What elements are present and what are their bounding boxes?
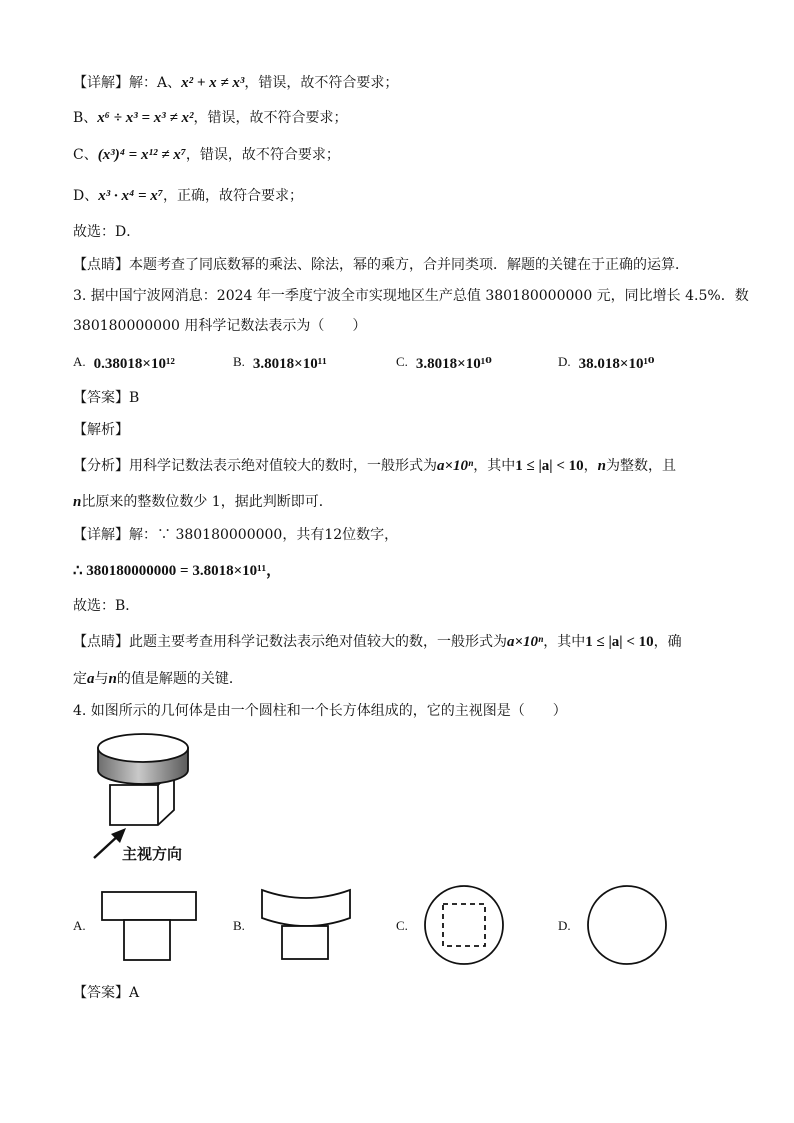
q3-option-a: A. 0.38018×10¹² (73, 354, 175, 372)
q4-option-d-figure (586, 884, 670, 968)
detail-line-c: C、(x³)⁴ = x¹² ≠ x⁷，错误，故不符合要求； (73, 147, 340, 163)
q3-answer: 【答案】B (73, 390, 140, 406)
q3-option-c: C. 3.8018×10¹⁰ (396, 354, 492, 372)
comment-line: 【点睛】本题考查了同底数幂的乘法、除法，幂的乘方，合并同类项．解题的关键在于正确的运算． (73, 257, 689, 273)
q4-option-c-label: C. (396, 918, 408, 933)
choose-line: 故选：D． (73, 224, 141, 240)
detail-line-b: B、x⁶ ÷ x³ = x³ ≠ x²，错误，故不符合要求； (73, 110, 348, 126)
detail-tag: 【详解】 (73, 75, 129, 91)
q4-option-c-figure (423, 884, 507, 968)
q3-fenxi-line1: 【分析】用科学记数法表示绝对值较大的数时，一般形式为a×10ⁿ，其中1 ≤ |a| < 10，n为整数，且 (73, 458, 676, 474)
math-expr: (x³)⁴ = x¹² ≠ x⁷ (97, 147, 186, 163)
q3-dianjing-line1: 【点睛】此题主要考查用科学记数法表示绝对值较大的数，一般形式为a×10ⁿ，其中1 ≤ |a| < 10，确 (73, 634, 682, 650)
q3-fenxi-line2: n比原来的整数位数少 1，据此判断即可． (73, 494, 333, 510)
q4-option-b-label: B. (233, 918, 245, 933)
q3-analysis-tag: 【解析】 (73, 422, 129, 438)
q3-stem-line1: 3. 据中国宁波网消息：2024 年一季度宁波全市实现地区生产总值 380180000000 元，同比增长 4.5%．数 (73, 288, 749, 304)
q4-option-a-figure (100, 890, 200, 962)
q3-detail-line1: 【详解】解：∵ 380180000000，共有12位数字， (73, 527, 399, 543)
q3-detail-line2: ∴ 380180000000 = 3.8018×10¹¹， (73, 563, 282, 579)
q3-stem-line2: 380180000000 用科学记数法表示为（ ） (73, 318, 367, 334)
q4-option-a-label: A. (73, 918, 86, 933)
q4-option-d-label: D. (558, 918, 571, 933)
math-expr: x³ · x⁴ = x⁷ (98, 188, 163, 204)
math-expr: x² + x ≠ x³ (181, 75, 245, 91)
q3-option-d: D. 38.018×10¹⁰ (558, 354, 655, 372)
q3-dianjing-line2: 定a与n的值是解题的关键． (73, 671, 243, 687)
q4-option-b-figure (260, 888, 356, 962)
detail-line-d: D、x³ · x⁴ = x⁷，正确，故符合要求； (73, 188, 303, 204)
math-expr: x⁶ ÷ x³ = x³ ≠ x² (97, 110, 194, 126)
q4-answer: 【答案】A (73, 985, 140, 1001)
view-direction-label: 主视方向 (122, 845, 183, 863)
detail-line-a: 【详解】解：A、x² + x ≠ x³，错误，故不符合要求； (73, 75, 399, 91)
q3-option-b: B. 3.8018×10¹¹ (233, 354, 327, 372)
comment-tag: 【点睛】 (73, 257, 129, 273)
q4-stem: 4. 如图所示的几何体是由一个圆柱和一个长方体组成的，它的主视图是（ ） (73, 703, 567, 719)
q3-choose: 故选：B． (73, 598, 140, 614)
